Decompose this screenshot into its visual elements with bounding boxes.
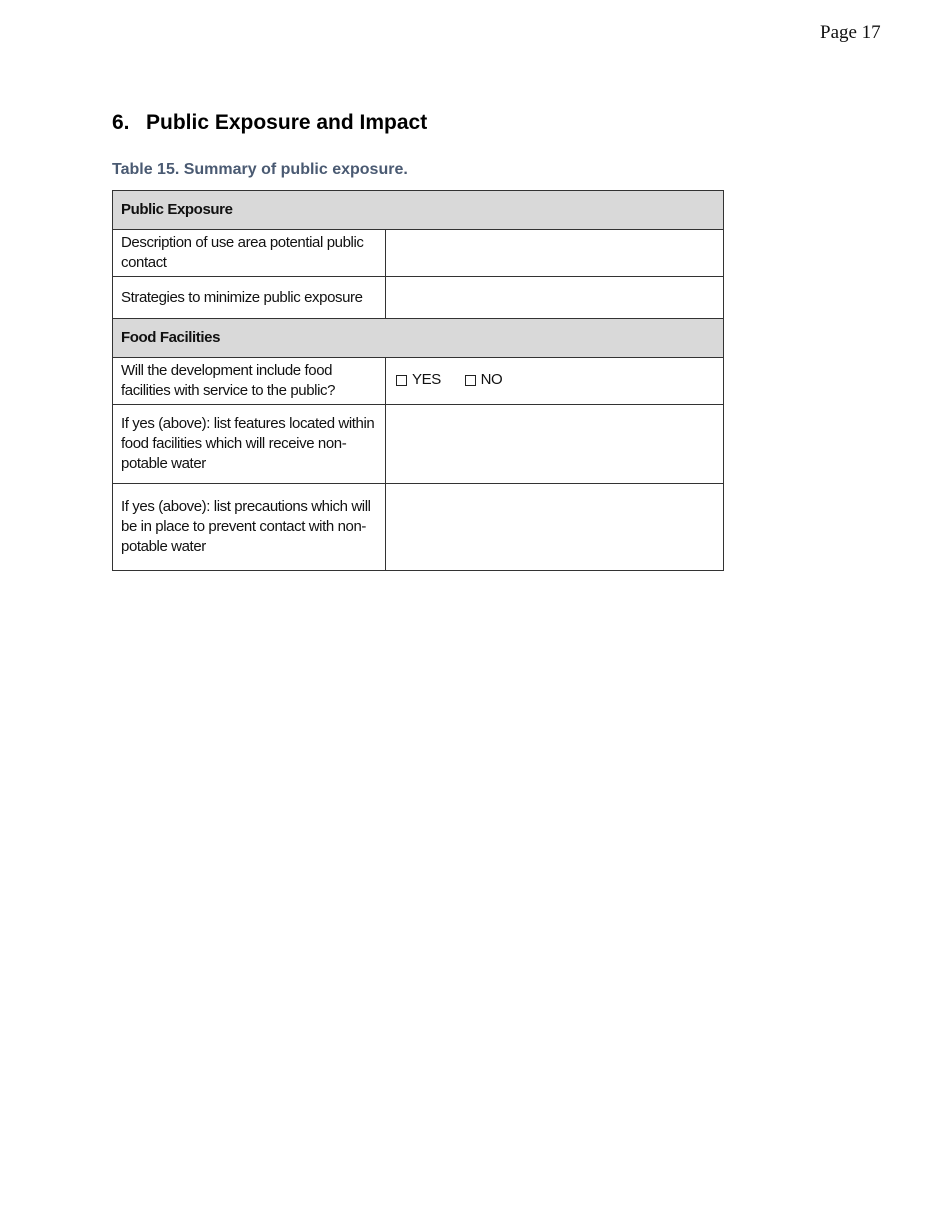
page-number: Page 17 <box>820 22 881 43</box>
row-label: If yes (above): list features located within food facilities which will receive non-potable water <box>113 405 386 484</box>
no-checkbox[interactable] <box>465 370 503 390</box>
table-row <box>113 230 724 277</box>
precautions-field[interactable] <box>386 484 724 571</box>
checkbox-icon <box>396 375 407 386</box>
section-title: Public Exposure and Impact <box>146 111 428 134</box>
table-row <box>113 277 724 319</box>
checkbox-icon <box>465 375 476 386</box>
section-header-food-facilities: Food Facilities <box>113 319 724 358</box>
section-header-public-exposure: Public Exposure <box>113 191 724 230</box>
table-row <box>113 358 724 405</box>
no-label: NO <box>480 371 503 389</box>
yes-label: YES <box>412 371 441 389</box>
row-label: Will the development include food facilities with service to the public? <box>113 358 386 405</box>
row-label: Strategies to minimize public exposure <box>113 277 386 319</box>
section-heading <box>112 111 427 135</box>
table-row <box>113 405 724 484</box>
yes-no-cell <box>386 358 724 405</box>
row-label: If yes (above): list precautions which will be in place to prevent contact with non-potable water <box>113 484 386 571</box>
row-label: Description of use area potential public contact <box>113 230 386 277</box>
table-row <box>113 484 724 571</box>
table-caption: Table 15. Summary of public exposure. <box>112 161 408 178</box>
public-exposure-table <box>112 190 724 571</box>
section-header-row <box>113 191 724 230</box>
features-field[interactable] <box>386 405 724 484</box>
section-header-row <box>113 319 724 358</box>
description-field[interactable] <box>386 230 724 277</box>
strategies-field[interactable] <box>386 277 724 319</box>
yes-checkbox[interactable] <box>396 370 441 390</box>
section-number: 6. <box>112 111 130 134</box>
